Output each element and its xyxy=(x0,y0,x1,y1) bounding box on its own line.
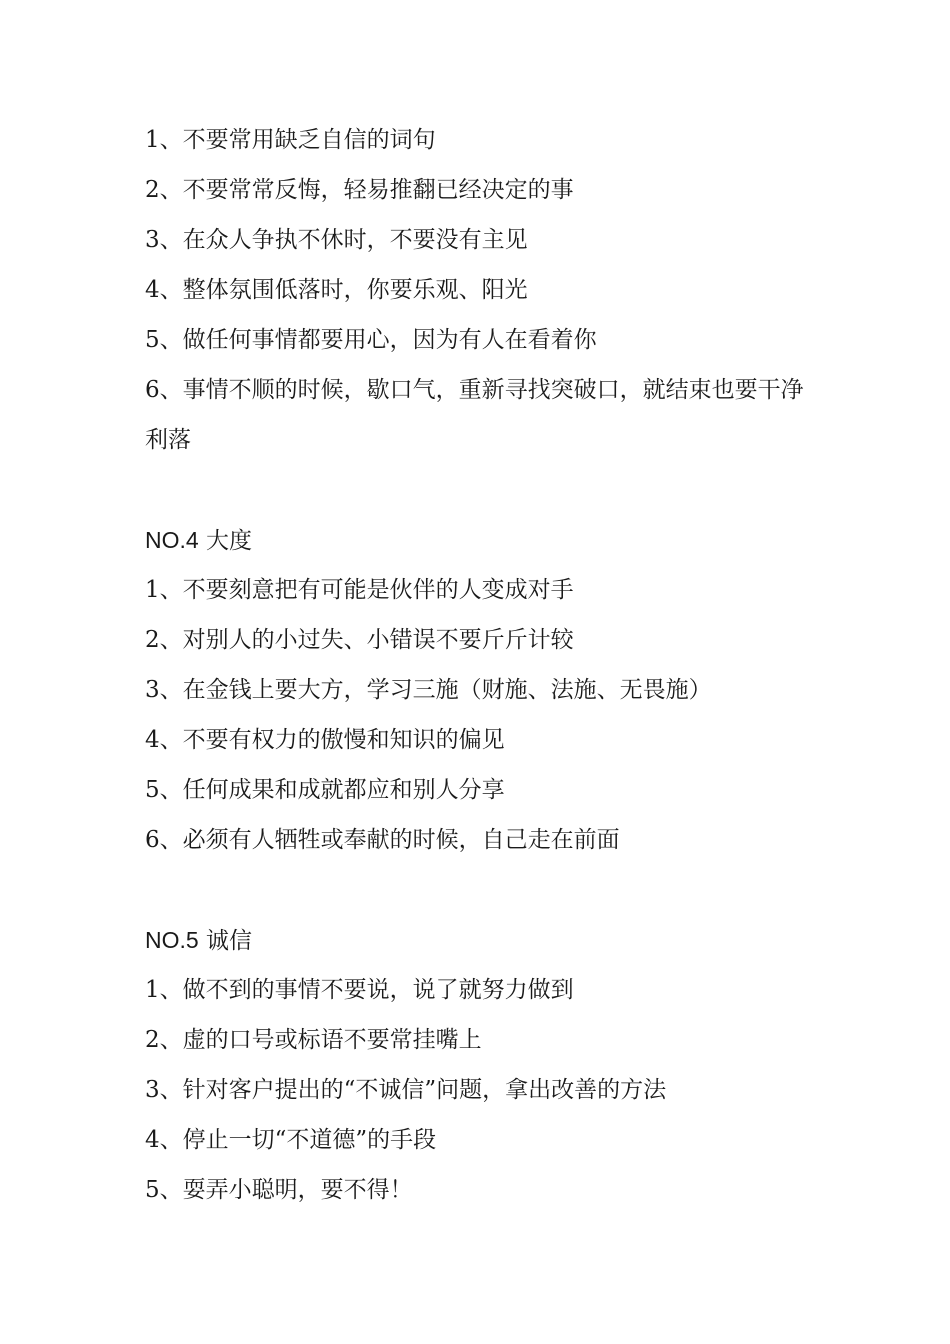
spacer xyxy=(145,865,815,915)
list-item: 6、必须有人牺牲或奉献的时候，自己走在前面 xyxy=(145,827,620,853)
list-item: 3、针对客户提出的“不诚信”问题，拿出改善的方法 xyxy=(145,1077,667,1103)
list-item: 1、不要常用缺乏自信的词句 xyxy=(145,127,436,153)
section-heading xyxy=(145,915,815,965)
list-item: 2、对别人的小过失、小错误不要斤斤计较 xyxy=(145,627,574,653)
section-prev xyxy=(145,115,815,465)
spacer xyxy=(145,465,815,515)
section-4 xyxy=(145,515,815,865)
document-body xyxy=(145,115,815,1215)
list-item: 6、事情不顺的时候，歇口气，重新寻找突破口，就结束也要干净利落 xyxy=(145,377,804,453)
list-item: 1、不要刻意把有可能是伙伴的人变成对手 xyxy=(145,577,574,603)
section-title: 诚信 xyxy=(206,928,252,954)
list-item: 4、停止一切“不道德”的手段 xyxy=(145,1127,437,1153)
list-item: 1、做不到的事情不要说，说了就努力做到 xyxy=(145,977,574,1003)
section-title: 大度 xyxy=(206,528,252,554)
list-item: 2、不要常常反悔，轻易推翻已经决定的事 xyxy=(145,177,574,203)
section-code: NO.4 xyxy=(145,527,199,553)
list-item: 3、在金钱上要大方，学习三施（财施、法施、无畏施） xyxy=(145,677,712,703)
list-item: 5、做任何事情都要用心，因为有人在看着你 xyxy=(145,327,597,353)
list-item: 5、任何成果和成就都应和别人分享 xyxy=(145,777,505,803)
list-item: 2、虚的口号或标语不要常挂嘴上 xyxy=(145,1027,482,1053)
section-heading xyxy=(145,515,815,565)
section-5 xyxy=(145,915,815,1215)
section-code: NO.5 xyxy=(145,927,199,953)
list-item: 4、整体氛围低落时，你要乐观、阳光 xyxy=(145,277,528,303)
list-item: 3、在众人争执不休时，不要没有主见 xyxy=(145,227,528,253)
list-item: 5、耍弄小聪明，要不得！ xyxy=(145,1177,413,1203)
list-item: 4、不要有权力的傲慢和知识的偏见 xyxy=(145,727,505,753)
